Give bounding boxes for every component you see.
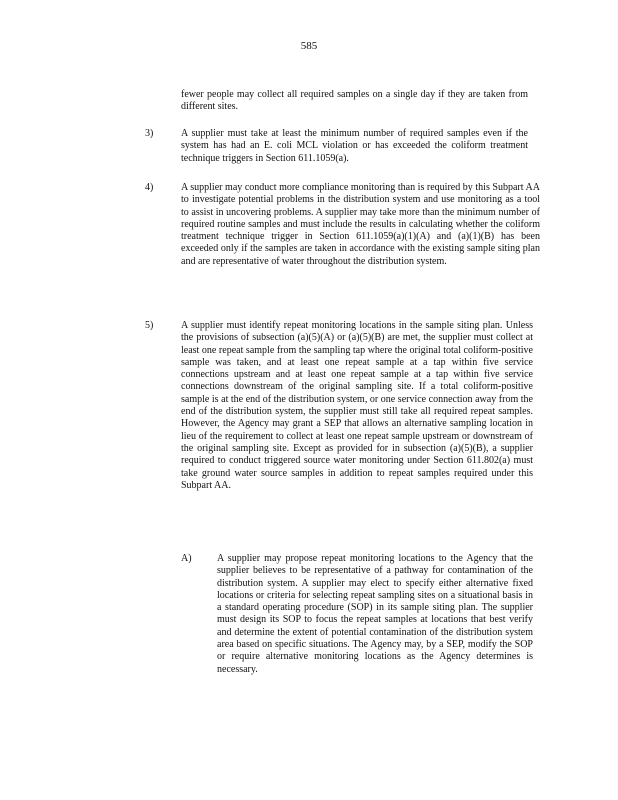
item-text-5: A supplier must identify repeat monitoring locations in the sample siting plan. Unless the provisions of subsection (a)(5)(A) or (a)(5)(B) are met, the supplier must collect at least one repeat sample from the sampling tap where the original total coliform-positive sample was taken, and at least one repeat sample at a tap within five service connections upstream and at least one repeat sample at a tap within five service connections downstream of the original sampling site. If a total coliform-positive sample is at the end of the distribution system, or one service connection away from the end of the distribution system, the supplier must still take all required repeat samples. However, the Agency may grant a SEP that allows an alternative sampling location in lieu of the requirement to collect at least one repeat sample upstream or downstream of the original sampling site. Except as provided for in subsection (a)(5)(B), a supplier required to conduct triggered source water monitoring under Section 611.802(a) must take ground water source samples in addition to repeat samples required under this Subpart AA.: [181, 320, 533, 491]
item-text-4: A supplier may conduct more compliance monitoring than is required by this Subpart AA to investigate potential problems in the distribution system and use monitoring as a tool to assist in uncovering problems. A supplier may take more than the minimum number of required routine samples and must include the results in calculating whether the coliform treatment technique trigger in Section 611.1059(a)(1)(A) and (a)(1)(B) has been exceeded only if the samples are taken in accordance with the existing sample siting plan and are representative of water throughout the distribution system.: [181, 182, 540, 267]
item-marker-4: 4): [145, 182, 154, 193]
item-text-3: A supplier must take at least the minimum number of required samples even if the system has had an E. coli MCL violation or has exceeded the coliform treatment technique triggers in Section 611.1059(a).: [181, 128, 528, 164]
item-marker-5: 5): [145, 320, 154, 331]
item-marker-3: 3): [145, 128, 154, 139]
subitem-marker-a: A): [181, 553, 192, 564]
page-number: 585: [300, 40, 318, 52]
subitem-text-a: A supplier may propose repeat monitoring locations to the Agency that the supplier believes to be representative of a pathway for contamination of the distribution system. A supplier may elect to specify either alternative fixed locations or criteria for selecting repeat sampling sites on a situational basis in a standard operating procedure (SOP) in its sample siting plan. The supplier must design its SOP to focus the repeat samples at locations that best verify and determine the extent of potential contamination of the distribution system area based on specific situations. The Agency may, by a SEP, modify the SOP or require alternative monitoring locations as the Agency determines is necessary.: [217, 553, 533, 675]
continuation-paragraph: fewer people may collect all required samples on a single day if they are taken from different sites.: [181, 89, 528, 113]
